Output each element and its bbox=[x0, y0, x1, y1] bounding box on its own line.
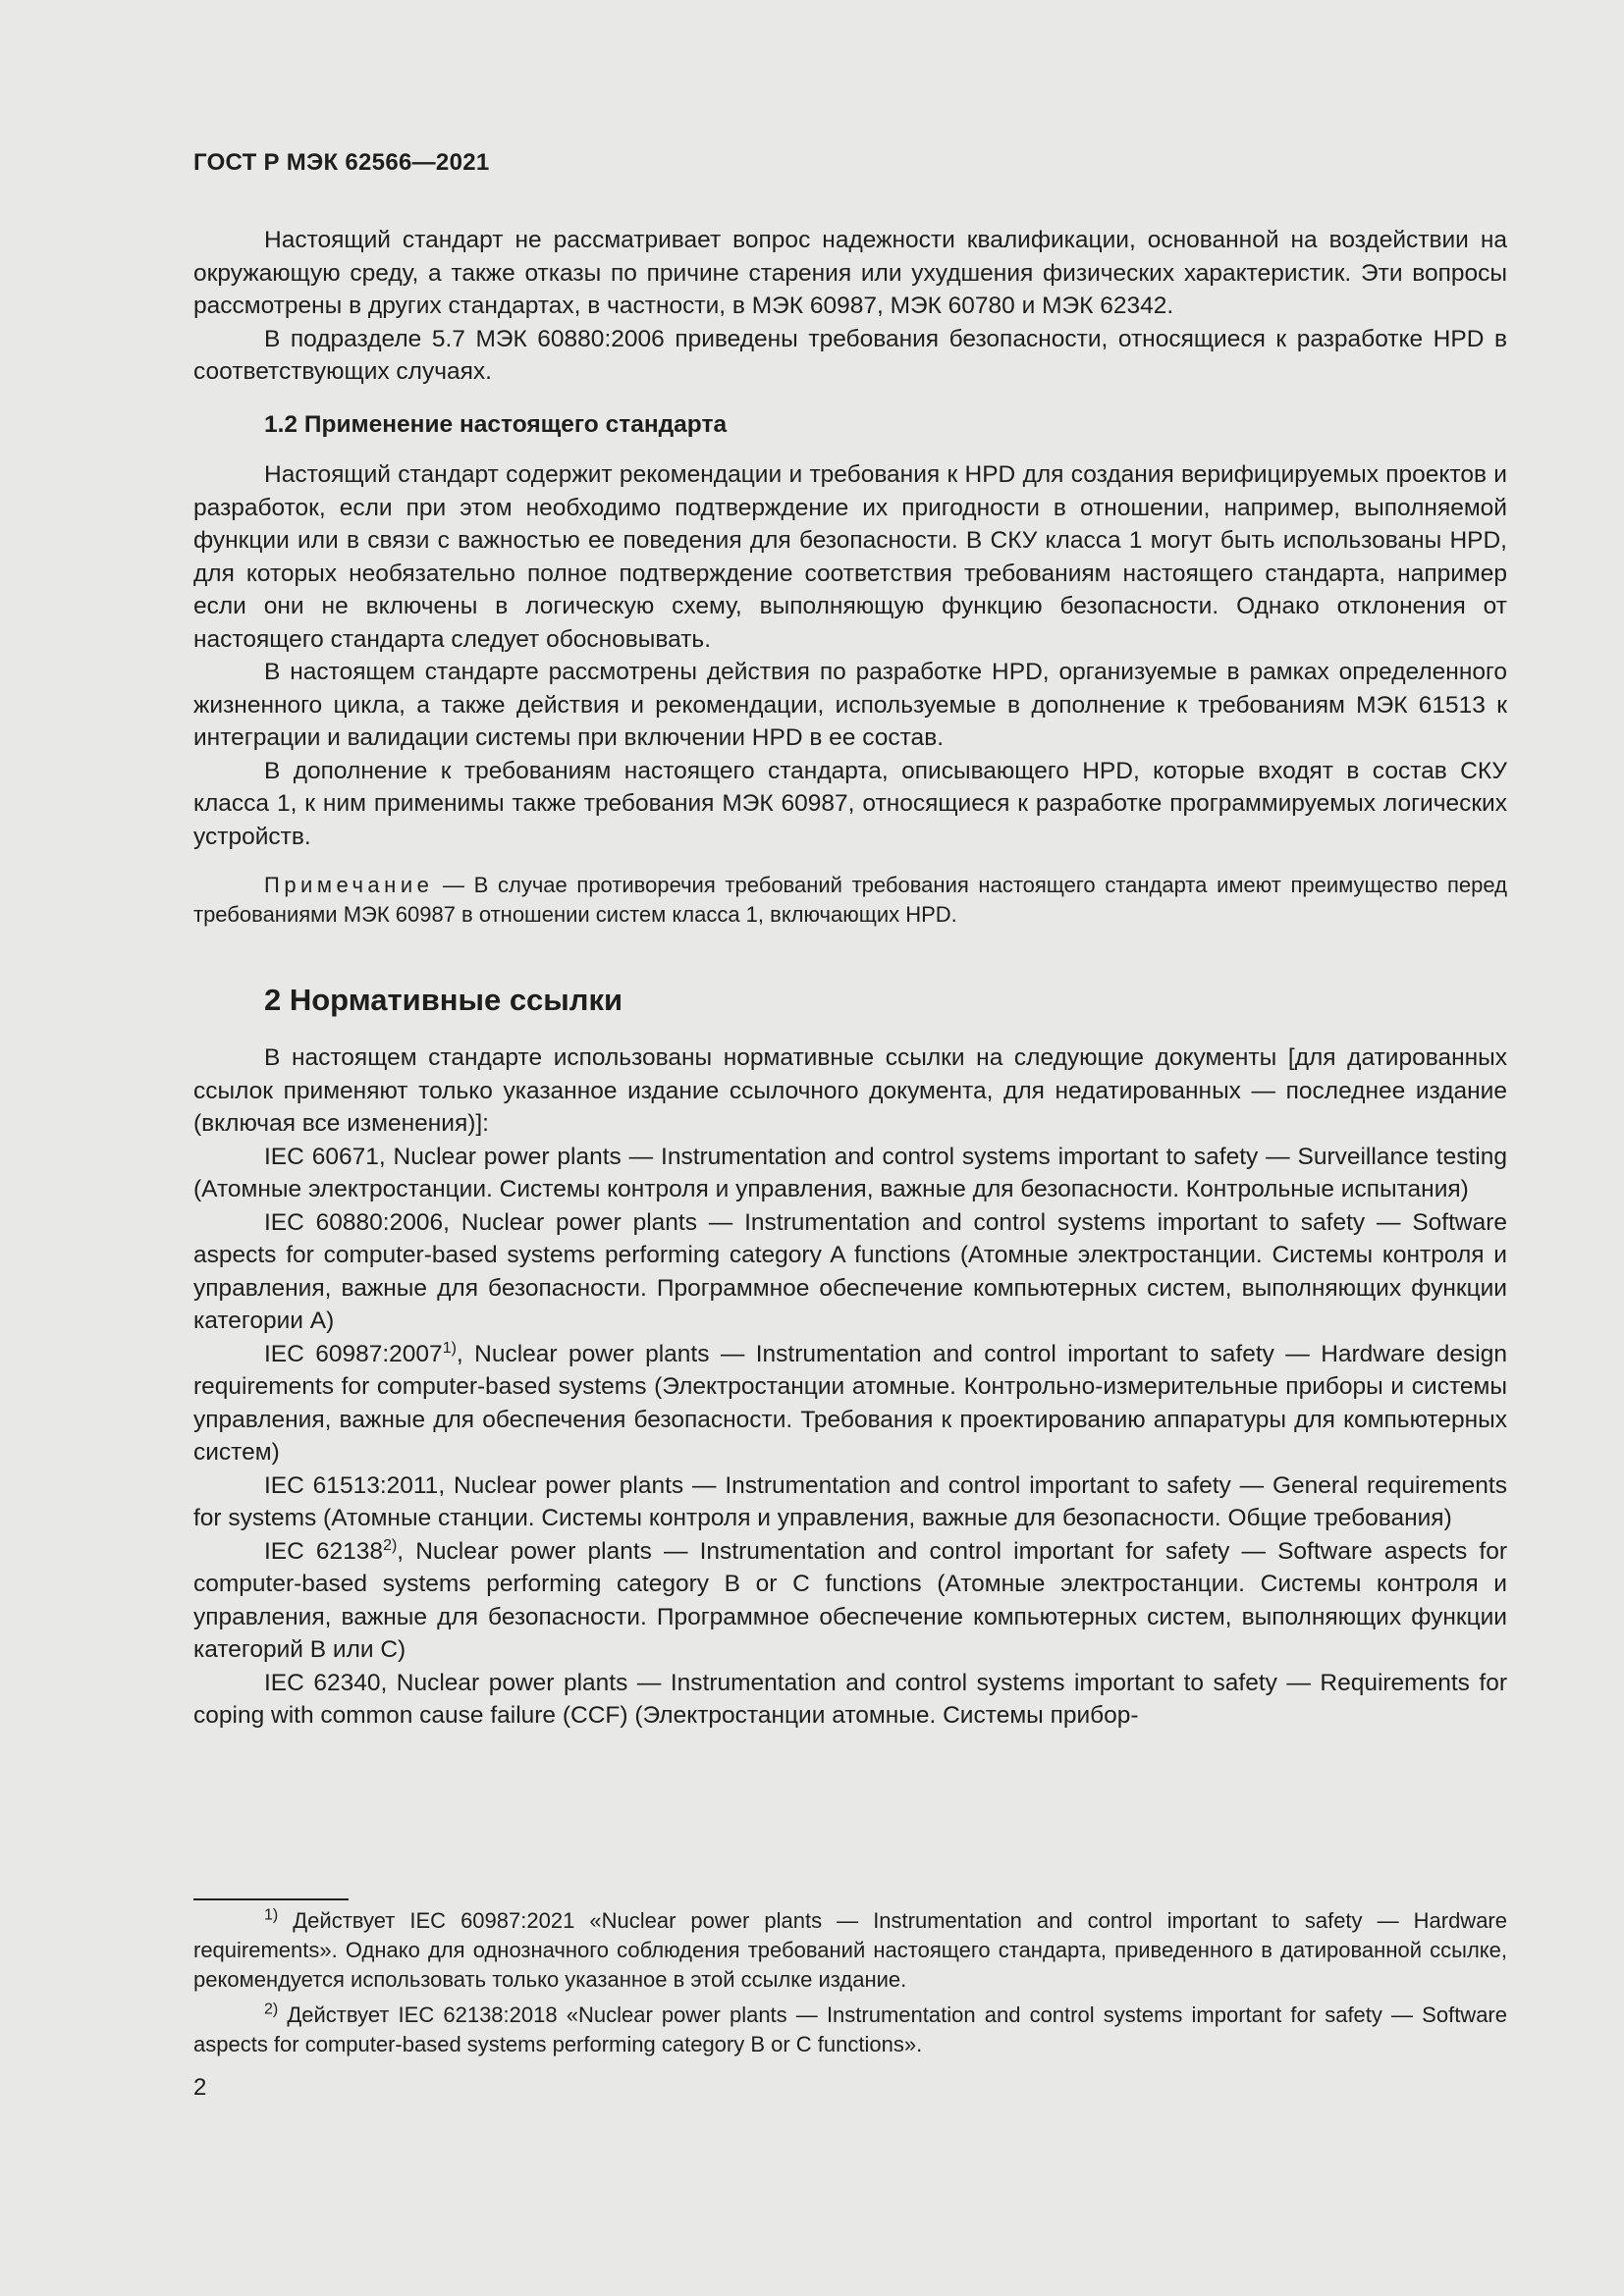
footnote-marker: 2) bbox=[383, 1536, 398, 1554]
reference-item bbox=[193, 1338, 1507, 1469]
note-text: — В случае противоречия требований требования настоящего стандарта имеют преимущество перед требованиями МЭК 60987 в отношении систем класса 1, включающих HPD. bbox=[193, 873, 1507, 927]
reference-item bbox=[193, 1535, 1507, 1667]
reference-code: IEC 60671 bbox=[264, 1143, 379, 1170]
reference-item bbox=[193, 1667, 1507, 1733]
reference-text: , Nuclear power plants — Instrumentation and control systems important to safety — Software aspects for computer-based systems performing category A functions (Атомные электростанции. Системы контроля и управления, важные для безопасности. Программное обеспечение компьютерных систем, выполняющих функции категории А) bbox=[193, 1208, 1508, 1334]
reference-text: , Nuclear power plants — Instrumentation and control important to safety — Hardware design requirements for computer-based systems (Электростанции атомные. Контрольно-измерительные приборы и системы управления, важные для обеспечения безопасности. Требования к проектированию аппаратуры для компьютерных систем) bbox=[193, 1340, 1508, 1466]
reference-code: IEC 62340 bbox=[264, 1669, 381, 1696]
intro-paragraph-2: В подразделе 5.7 МЭК 60880:2006 приведены требования безопасности, относящиеся к разработке HPD в соответствующих случаях. bbox=[193, 325, 1507, 385]
reference-text: , Nuclear power plants — Instrumentation and control important to safety — General requirements for systems (Атомные станции. Системы контроля и управления, важные для безопасности. Общие требования) bbox=[193, 1471, 1507, 1531]
reference-code: IEC 60880:2006 bbox=[264, 1208, 444, 1236]
main-content bbox=[193, 224, 1507, 1733]
reference-code: IEC 60987:2007 bbox=[264, 1340, 443, 1367]
footnote-marker: 1) bbox=[442, 1339, 457, 1357]
reference-item bbox=[193, 1469, 1507, 1535]
subsection-heading: 1.2 Применение настоящего стандарта bbox=[264, 410, 728, 438]
reference-text: , Nuclear power plants — Instrumentation and control systems important to safety — Requirements for coping with common cause failure (CCF) (Электростанции атомные. Системы прибор- bbox=[193, 1669, 1507, 1729]
reference-text: , Nuclear power plants — Instrumentation and control systems important to safety — Surveillance testing (Атомные электростанции. Системы контроля и управления, важные для безопасности. Контрольные испытания) bbox=[193, 1143, 1507, 1202]
footnote-mark: 1) bbox=[264, 1906, 279, 1924]
footnote-text: Действует IEC 62138:2018 «Nuclear power plants — Instrumentation and control systems important for safety — Software aspects for computer-based systems performing category B or C functions». bbox=[193, 2002, 1507, 2056]
footnote-divider bbox=[193, 1898, 349, 1900]
footnotes bbox=[193, 1906, 1507, 2065]
page-number: 2 bbox=[193, 2074, 207, 2101]
reference-code: IEC 61513:2011 bbox=[264, 1471, 439, 1499]
section-intro: В настоящем стандарте использованы нормативные ссылки на следующие документы [для датированных ссылок применяют только указанное издание ссылочного документа, для недатированных — последнее издание (включая все изменения)]: bbox=[193, 1044, 1507, 1137]
footnote bbox=[193, 2001, 1507, 2059]
footnote-text: Действует IEC 60987:2021 «Nuclear power plants — Instrumentation and control important to safety — Hardware requirements». Однако для однозначного соблюдения требований настоящего стандарта, приведенного в датированной ссылке, рекомендуется использовать только указанное в этой ссылке издание. bbox=[193, 1908, 1507, 1992]
reference-code: IEC 62138 bbox=[264, 1537, 384, 1565]
subsection-paragraph-1: Настоящий стандарт содержит рекомендации и требования к HPD для создания верифицируемых проектов и разработок, если при этом необходимо подтверждение их пригодности в отношении, например, выполняемой функции или в связи с важностью ее поведения для безопасности. В СКУ класса 1 могут быть использованы HPD, для которых необязательно полное подтверждение соответствия требованиям настоящего стандарта, например если они не включены в логическую схему, выполняющую функцию безопасности. Однако отклонения от настоящего стандарта следует обосновывать. bbox=[193, 461, 1507, 653]
intro-paragraph-1: Настоящий стандарт не рассматривает вопрос надежности квалификации, основанной на воздействии на окружающую среду, а также отказы по причине старения или ухудшения физических характеристик. Эти вопросы рассмотрены в других стандартах, в частности, в МЭК 60987, МЭК 60780 и МЭК 62342. bbox=[193, 227, 1507, 319]
note bbox=[193, 871, 1507, 930]
footnote bbox=[193, 1906, 1507, 1995]
reference-item bbox=[193, 1206, 1507, 1338]
document-header: ГОСТ Р МЭК 62566—2021 bbox=[193, 149, 490, 176]
subsection-paragraph-2: В настоящем стандарте рассмотрены действия по разработке HPD, организуемые в рамках определенного жизненного цикла, а также действия и рекомендации, используемые в дополнение к требованиям МЭК 61513 к интеграции и валидации системы при включении HPD в ее состав. bbox=[193, 659, 1507, 751]
footnote-mark: 2) bbox=[264, 2001, 279, 2018]
section-heading: 2 Нормативные ссылки bbox=[264, 983, 623, 1017]
reference-item bbox=[193, 1141, 1507, 1206]
reference-text: , Nuclear power plants — Instrumentation and control important for safety — Software aspects for computer-based systems performing category B or C functions (Атомные электростанции. Системы контроля и управления, важные для безопасности. Программное обеспечение компьютерных систем, выполняющих функции категорий В или С) bbox=[193, 1537, 1507, 1663]
subsection-paragraph-3: В дополнение к требованиям настоящего стандарта, описывающего HPD, которые входят в состав СКУ класса 1, к ним применимы также требования МЭК 60987, относящиеся к разработке программируемых логических устройств. bbox=[193, 757, 1507, 850]
note-label: Примечание bbox=[264, 873, 434, 897]
